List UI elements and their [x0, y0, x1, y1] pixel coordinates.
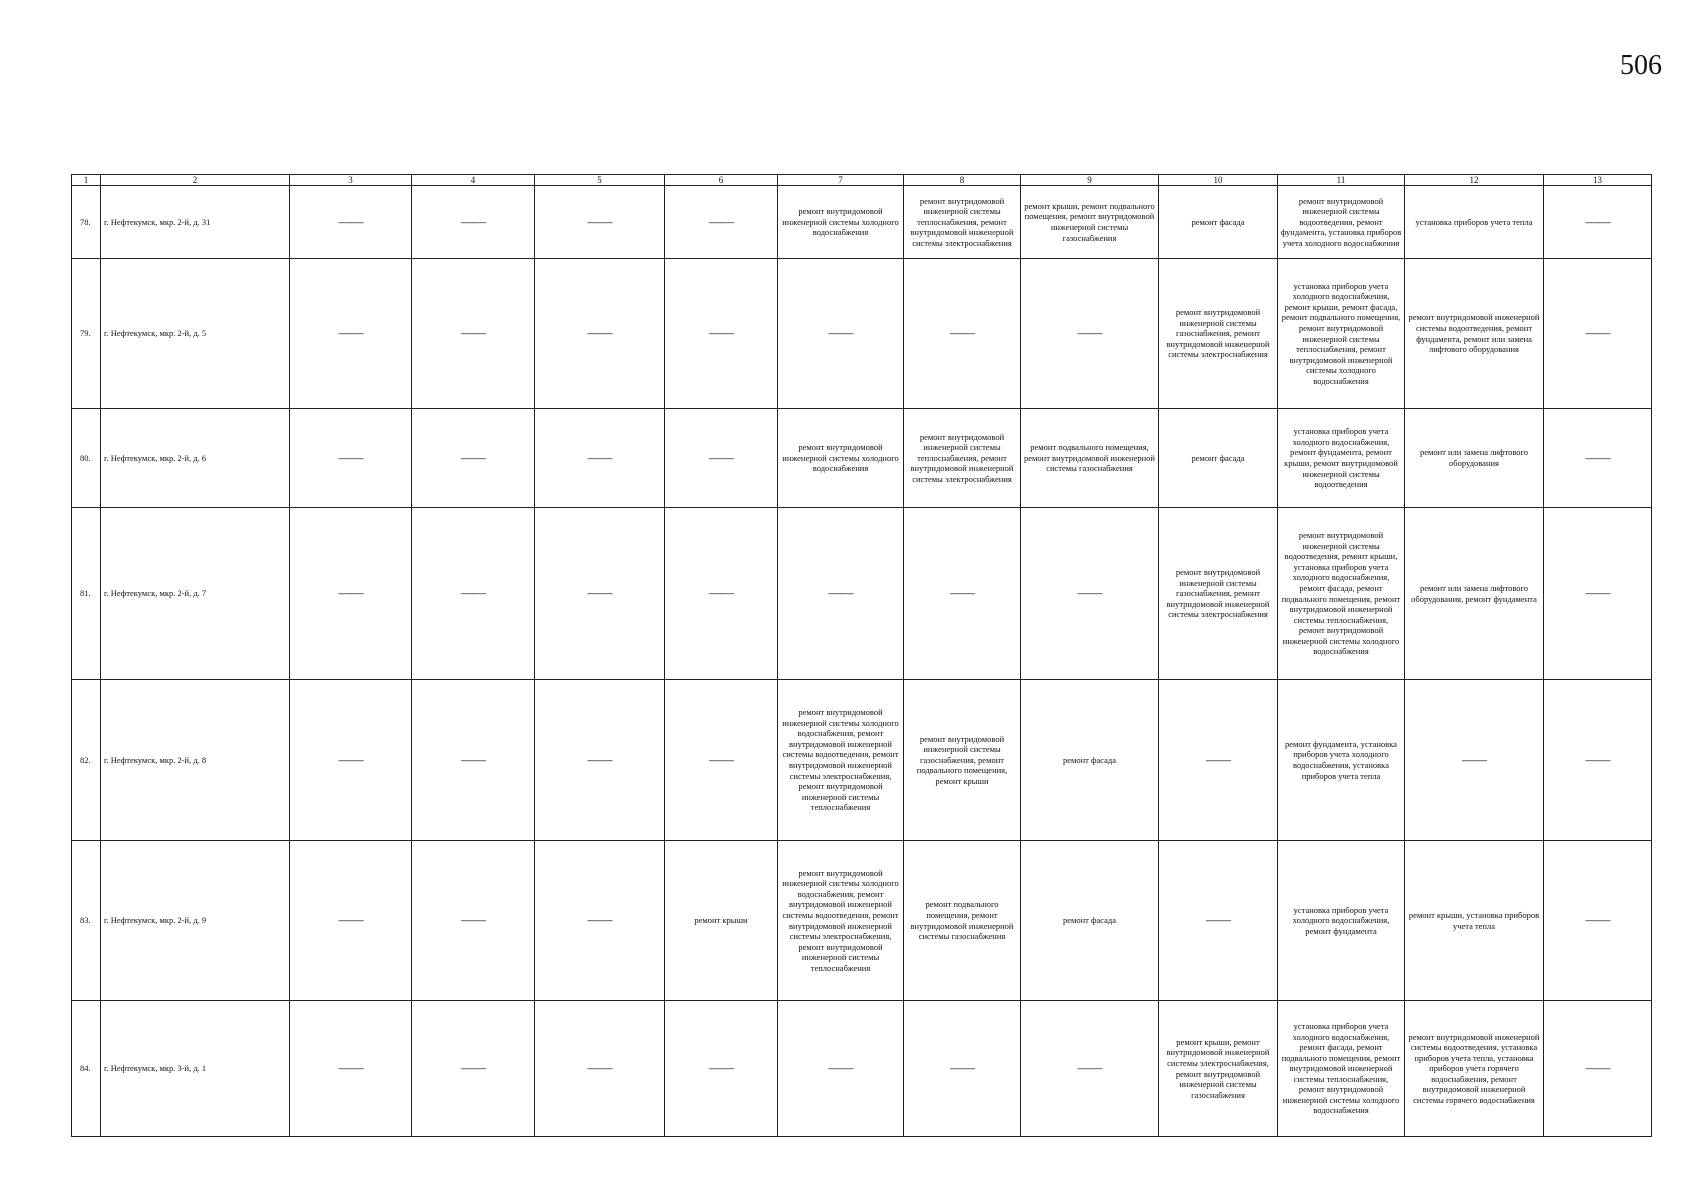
empty-dash-cell: —— [904, 259, 1021, 409]
empty-dash-cell: —— [290, 841, 412, 1001]
work-type-cell: ремонт внутридомовой инженерной системы холодного водоснабжения [778, 409, 904, 508]
empty-dash-cell: —— [290, 409, 412, 508]
empty-dash-cell: —— [1544, 186, 1652, 259]
column-number-header: 7 [778, 175, 904, 186]
empty-dash-cell: —— [778, 259, 904, 409]
empty-dash-cell: —— [778, 508, 904, 680]
empty-dash-cell: —— [778, 1001, 904, 1137]
address-cell: г. Нефтекумск, мкр. 2-й, д. 6 [101, 409, 290, 508]
empty-dash-cell: —— [412, 409, 535, 508]
empty-dash-cell: —— [412, 508, 535, 680]
table-row [72, 508, 1652, 680]
empty-dash-cell: —— [412, 259, 535, 409]
address-cell: г. Нефтекумск, мкр. 3-й, д. 1 [101, 1001, 290, 1137]
work-type-cell: ремонт крыши, ремонт подвального помещения, ремонт внутридомовой инженерной системы газоснабжения [1021, 186, 1159, 259]
address-cell: г. Нефтекумск, мкр. 2-й, д. 8 [101, 680, 290, 841]
empty-dash-cell: —— [535, 841, 665, 1001]
work-type-cell: ремонт внутридомовой инженерной системы холодного водоснабжения, ремонт внутридомовой инженерной системы водоотведения, ремонт внутридомовой инженерной системы электроснабжения, ремонт внутридомовой инженерной системы теплоснабжения [778, 680, 904, 841]
work-type-cell: ремонт фасада [1021, 841, 1159, 1001]
empty-dash-cell: —— [665, 409, 778, 508]
work-type-cell: ремонт крыши, установка приборов учета тепла [1405, 841, 1544, 1001]
column-number-header: 5 [535, 175, 665, 186]
empty-dash-cell: —— [535, 508, 665, 680]
row-number-cell: 81. [72, 508, 101, 680]
empty-dash-cell: —— [1544, 680, 1652, 841]
empty-dash-cell: —— [535, 186, 665, 259]
table-row [72, 186, 1652, 259]
address-cell: г. Нефтекумск, мкр. 2-й, д. 31 [101, 186, 290, 259]
empty-dash-cell: —— [665, 508, 778, 680]
page-number: 506 [1620, 50, 1662, 81]
work-type-cell: ремонт фасада [1159, 409, 1278, 508]
row-number-cell: 83. [72, 841, 101, 1001]
table-row [72, 841, 1652, 1001]
address-cell: г. Нефтекумск, мкр. 2-й, д. 7 [101, 508, 290, 680]
empty-dash-cell: —— [1159, 841, 1278, 1001]
work-type-cell: ремонт крыши [665, 841, 778, 1001]
empty-dash-cell: —— [290, 259, 412, 409]
empty-dash-cell: —— [665, 680, 778, 841]
work-type-cell: ремонт внутридомовой инженерной системы газоснабжения, ремонт внутридомовой инженерной системы электроснабжения [1159, 508, 1278, 680]
column-number-header: 11 [1278, 175, 1405, 186]
work-type-cell: ремонт внутридомовой инженерной системы газоснабжения, ремонт подвального помещения, ремонт крыши [904, 680, 1021, 841]
column-number-header: 6 [665, 175, 778, 186]
empty-dash-cell: —— [1544, 508, 1652, 680]
work-type-cell: ремонт внутридомовой инженерной системы водоотведения, ремонт фундамента, ремонт или замена лифтового оборудования [1405, 259, 1544, 409]
empty-dash-cell: —— [665, 186, 778, 259]
table-row [72, 409, 1652, 508]
column-number-header: 2 [101, 175, 290, 186]
work-type-cell: ремонт внутридомовой инженерной системы водоотведения, ремонт фундамента, установка приборов учета холодного водоснабжения [1278, 186, 1405, 259]
row-number-cell: 80. [72, 409, 101, 508]
work-type-cell: ремонт внутридомовой инженерной системы водоотведения, установка приборов учета тепла, установка приборов учета горячего водоснабжения, ремонт внутридомовой инженерной системы горячего водоснабжения [1405, 1001, 1544, 1137]
work-type-cell: ремонт или замена лифтового оборудования [1405, 409, 1544, 508]
column-number-header: 1 [72, 175, 101, 186]
row-number-cell: 79. [72, 259, 101, 409]
work-type-cell: ремонт внутридомовой инженерной системы газоснабжения, ремонт внутридомовой инженерной системы электроснабжения [1159, 259, 1278, 409]
work-type-cell: ремонт внутридомовой инженерной системы теплоснабжения, ремонт внутридомовой инженерной системы электроснабжения [904, 186, 1021, 259]
empty-dash-cell: —— [290, 1001, 412, 1137]
work-type-cell: ремонт подвального помещения, ремонт внутридомовой инженерной системы газоснабжения [1021, 409, 1159, 508]
empty-dash-cell: —— [535, 259, 665, 409]
empty-dash-cell: —— [1021, 259, 1159, 409]
column-number-header: 8 [904, 175, 1021, 186]
empty-dash-cell: —— [412, 841, 535, 1001]
table-row [72, 259, 1652, 409]
work-type-cell: установка приборов учета холодного водоснабжения, ремонт фундамента [1278, 841, 1405, 1001]
column-number-header: 9 [1021, 175, 1159, 186]
column-number-header: 4 [412, 175, 535, 186]
work-type-cell: ремонт внутридомовой инженерной системы водоотведения, ремонт крыши, установка приборов учета холодного водоснабжения, ремонт фасада, ремонт подвального помещения, ремонт внутридомовой инженерной системы теплоснабжения, ремонт внутридомовой инженерной системы холодного водоснабжения [1278, 508, 1405, 680]
repair-plan-table [71, 174, 1652, 1137]
empty-dash-cell: —— [290, 508, 412, 680]
work-type-cell: ремонт внутридомовой инженерной системы холодного водоснабжения [778, 186, 904, 259]
work-type-cell: ремонт внутридомовой инженерной системы холодного водоснабжения, ремонт внутридомовой инженерной системы водоотведения, ремонт внутридомовой инженерной системы электроснабжения, ремонт внутридомовой инженерной системы теплоснабжения [778, 841, 904, 1001]
empty-dash-cell: —— [1021, 508, 1159, 680]
empty-dash-cell: —— [904, 508, 1021, 680]
empty-dash-cell: —— [535, 409, 665, 508]
column-number-header: 10 [1159, 175, 1278, 186]
empty-dash-cell: —— [412, 680, 535, 841]
empty-dash-cell: —— [1544, 1001, 1652, 1137]
work-type-cell: ремонт внутридомовой инженерной системы теплоснабжения, ремонт внутридомовой инженерной системы электроснабжения [904, 409, 1021, 508]
empty-dash-cell: —— [412, 186, 535, 259]
column-number-header: 12 [1405, 175, 1544, 186]
table-row [72, 680, 1652, 841]
row-number-cell: 84. [72, 1001, 101, 1137]
address-cell: г. Нефтекумск, мкр. 2-й, д. 5 [101, 259, 290, 409]
work-type-cell: ремонт крыши, ремонт внутридомовой инженерной системы электроснабжения, ремонт внутридомовой инженерной системы газоснабжения [1159, 1001, 1278, 1137]
table-body [72, 175, 1652, 1137]
work-type-cell: установка приборов учета холодного водоснабжения, ремонт фасада, ремонт подвального помещения, ремонт внутридомовой инженерной системы теплоснабжения, ремонт внутридомовой инженерной системы холодного водоснабжения [1278, 1001, 1405, 1137]
work-type-cell: установка приборов учета холодного водоснабжения, ремонт фундамента, ремонт крыши, ремонт внутридомовой инженерной системы водоотведения [1278, 409, 1405, 508]
work-type-cell: ремонт подвального помещения, ремонт внутридомовой инженерной системы газоснабжения [904, 841, 1021, 1001]
row-number-cell: 78. [72, 186, 101, 259]
empty-dash-cell: —— [665, 1001, 778, 1137]
empty-dash-cell: —— [290, 186, 412, 259]
header-row [72, 175, 1652, 186]
empty-dash-cell: —— [904, 1001, 1021, 1137]
empty-dash-cell: —— [1405, 680, 1544, 841]
empty-dash-cell: —— [535, 1001, 665, 1137]
empty-dash-cell: —— [1544, 409, 1652, 508]
empty-dash-cell: —— [1159, 680, 1278, 841]
work-type-cell: установка приборов учета тепла [1405, 186, 1544, 259]
empty-dash-cell: —— [1544, 259, 1652, 409]
work-type-cell: ремонт фундамента, установка приборов учета холодного водоснабжения, установка приборов учета тепла [1278, 680, 1405, 841]
work-type-cell: установка приборов учета холодного водоснабжения, ремонт крыши, ремонт фасада, ремонт подвального помещения, ремонт внутридомовой инженерной системы теплоснабжения, ремонт внутридомовой инженерной системы холодного водоснабжения [1278, 259, 1405, 409]
empty-dash-cell: —— [1021, 1001, 1159, 1137]
empty-dash-cell: —— [290, 680, 412, 841]
empty-dash-cell: —— [412, 1001, 535, 1137]
empty-dash-cell: —— [535, 680, 665, 841]
empty-dash-cell: —— [665, 259, 778, 409]
table-row [72, 1001, 1652, 1137]
row-number-cell: 82. [72, 680, 101, 841]
work-type-cell: ремонт фасада [1021, 680, 1159, 841]
column-number-header: 13 [1544, 175, 1652, 186]
address-cell: г. Нефтекумск, мкр. 2-й, д. 9 [101, 841, 290, 1001]
empty-dash-cell: —— [1544, 841, 1652, 1001]
column-number-header: 3 [290, 175, 412, 186]
work-type-cell: ремонт фасада [1159, 186, 1278, 259]
work-type-cell: ремонт или замена лифтового оборудования, ремонт фундамента [1405, 508, 1544, 680]
